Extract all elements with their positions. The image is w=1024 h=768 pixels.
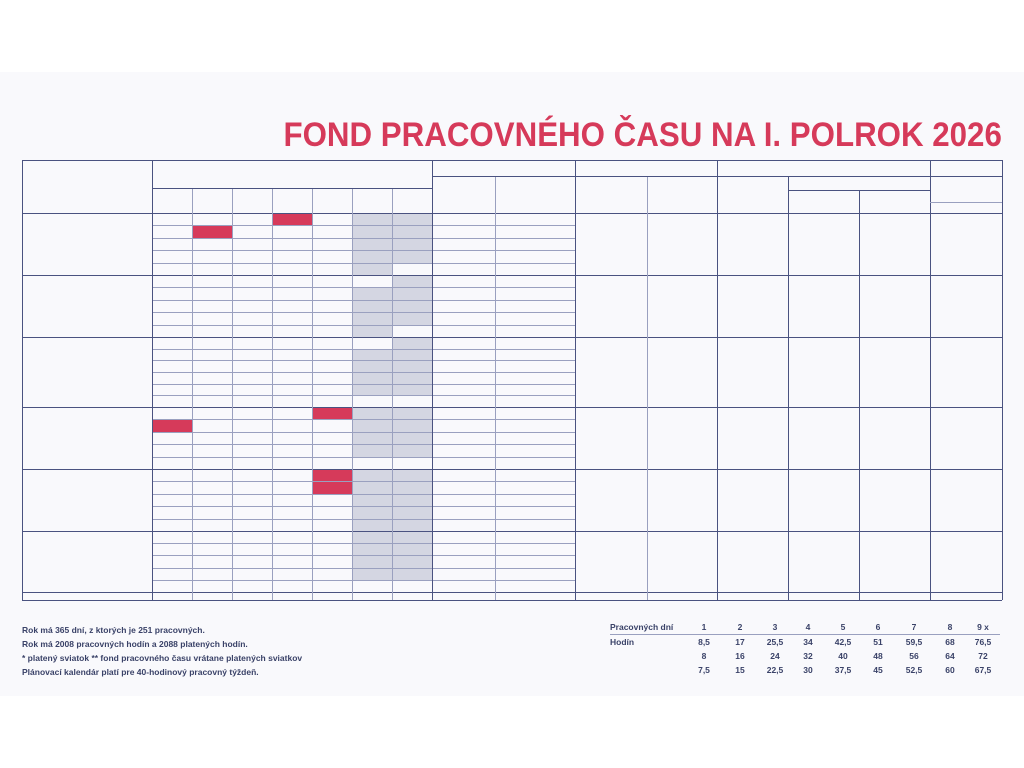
grid-line (152, 349, 575, 350)
hours-value: 40 (838, 651, 848, 661)
grid-line (352, 188, 353, 600)
grid-line (152, 384, 575, 385)
grid-line (22, 469, 1002, 470)
grid-line (788, 176, 789, 600)
holiday-cell (313, 482, 352, 493)
hours-value: 48 (873, 651, 883, 661)
hours-day-count: 8 (947, 622, 953, 632)
weekend-cell (393, 507, 432, 518)
grid-line (152, 444, 575, 445)
grid-line (312, 188, 313, 600)
hours-value: 76,5 (974, 637, 992, 647)
holiday-cell (313, 470, 352, 481)
hours-value: 16 (735, 651, 745, 661)
weekend-cell (353, 350, 392, 361)
hours-table-rule (610, 634, 1000, 635)
hours-value: 51 (873, 637, 883, 647)
weekend-cell (353, 226, 392, 237)
hours-day-count: 7 (911, 622, 917, 632)
grid-line (432, 160, 433, 600)
grid-line (432, 176, 930, 177)
weekend-cell (393, 495, 432, 506)
grid-line (152, 506, 575, 507)
weekend-cell (393, 373, 432, 384)
weekend-cell (393, 226, 432, 237)
hours-value: 32 (803, 651, 813, 661)
weekend-cell (353, 408, 392, 419)
hours-value: 64 (945, 651, 955, 661)
grid-line (152, 457, 575, 458)
grid-line (22, 407, 1002, 408)
weekend-cell (393, 301, 432, 312)
grid-line (152, 568, 575, 569)
grid-line (152, 160, 153, 600)
weekend-cell (353, 239, 392, 250)
hours-value: 8 (701, 651, 707, 661)
hours-day-count: 2 (737, 622, 743, 632)
weekend-cell (353, 470, 392, 481)
grid-line (22, 600, 1002, 601)
grid-line (152, 360, 575, 361)
grid-line (392, 188, 393, 600)
grid-line (152, 555, 575, 556)
hours-value: 72 (978, 651, 988, 661)
hours-value: 37,5 (834, 665, 852, 675)
weekend-cell (393, 520, 432, 531)
hours-value: 56 (909, 651, 919, 661)
holiday-cell (313, 408, 352, 419)
hours-value: 42,5 (834, 637, 852, 647)
weekend-cell (393, 251, 432, 262)
hours-day-count: 9 x (977, 622, 989, 632)
hours-value: 17 (735, 637, 745, 647)
footer-note: Plánovací kalendár platí pre 40-hodinový pracovný týždeň. (22, 667, 259, 677)
grid-line (930, 202, 1002, 203)
weekend-cell (393, 361, 432, 372)
hours-day-count: 6 (875, 622, 881, 632)
weekend-cell (393, 482, 432, 493)
grid-line (232, 188, 233, 600)
grid-line (152, 481, 575, 482)
grid-line (22, 160, 1002, 161)
grid-line (717, 160, 718, 600)
weekend-cell (353, 288, 392, 299)
weekend-cell (353, 544, 392, 555)
weekend-cell (353, 569, 392, 580)
grid-line (152, 238, 575, 239)
grid-line (930, 160, 931, 600)
weekend-cell (353, 420, 392, 431)
weekend-cell (393, 350, 432, 361)
hours-value: 34 (803, 637, 813, 647)
grid-line (930, 176, 1002, 177)
grid-line (152, 519, 575, 520)
grid-line (22, 160, 23, 600)
grid-line (859, 190, 860, 600)
grid-line (152, 580, 575, 581)
grid-line (1002, 160, 1003, 600)
footer-note: Rok má 365 dní, z ktorých je 251 pracovných. (22, 625, 205, 635)
grid-line (152, 543, 575, 544)
grid-line (152, 312, 575, 313)
grid-line (152, 432, 575, 433)
grid-line (152, 372, 575, 373)
hours-value: 7,5 (698, 665, 710, 675)
hours-value: 60 (945, 665, 955, 675)
holiday-cell (273, 214, 312, 225)
weekend-cell (393, 470, 432, 481)
hours-value: 30 (803, 665, 813, 675)
grid-line (272, 188, 273, 600)
weekend-cell (353, 373, 392, 384)
weekend-cell (353, 495, 392, 506)
hours-value: 67,5 (974, 665, 992, 675)
hours-value: 24 (770, 651, 780, 661)
footer-note: Rok má 2008 pracovných hodín a 2088 platených hodín. (22, 639, 248, 649)
grid-line (152, 325, 575, 326)
hours-day-count: 4 (805, 622, 811, 632)
weekend-cell (353, 482, 392, 493)
grid-line (22, 213, 1002, 214)
weekend-cell (353, 445, 392, 456)
weekend-cell (393, 433, 432, 444)
weekend-cell (353, 301, 392, 312)
weekend-cell (393, 420, 432, 431)
weekend-cell (393, 445, 432, 456)
weekend-cell (393, 544, 432, 555)
grid-line (192, 188, 193, 600)
grid-line (152, 395, 575, 396)
weekend-cell (393, 276, 432, 287)
hours-value: 59,5 (905, 637, 923, 647)
weekend-cell (393, 385, 432, 396)
grid-line (22, 275, 1002, 276)
grid-line (575, 160, 576, 600)
weekend-cell (353, 433, 392, 444)
weekend-cell (353, 264, 392, 275)
weekend-cell (353, 326, 392, 337)
weekend-cell (353, 251, 392, 262)
weekend-cell (393, 556, 432, 567)
weekend-cell (393, 313, 432, 324)
weekend-cell (353, 214, 392, 225)
hours-value: 68 (945, 637, 955, 647)
weekend-cell (393, 569, 432, 580)
hours-value: 22,5 (766, 665, 784, 675)
grid-line (647, 176, 648, 600)
hours-value: 52,5 (905, 665, 923, 675)
grid-line (152, 419, 575, 420)
holiday-cell (153, 420, 192, 431)
grid-line (788, 190, 930, 191)
weekend-cell (393, 338, 432, 349)
weekend-cell (353, 313, 392, 324)
weekend-cell (393, 408, 432, 419)
grid-line (152, 300, 575, 301)
grid-line (495, 176, 496, 600)
hours-value: 8,5 (698, 637, 710, 647)
hours-value: 25,5 (766, 637, 784, 647)
grid-line (22, 337, 1002, 338)
weekend-cell (353, 520, 392, 531)
grid-line (152, 287, 575, 288)
weekend-cell (393, 214, 432, 225)
hours-label-hours: Hodín (610, 637, 635, 647)
hours-day-count: 1 (701, 622, 707, 632)
holiday-cell (193, 226, 232, 237)
grid-line (152, 263, 575, 264)
hours-value: 15 (735, 665, 745, 675)
grid-line (152, 188, 432, 189)
weekend-cell (353, 532, 392, 543)
hours-value: 45 (873, 665, 883, 675)
hours-day-count: 3 (772, 622, 778, 632)
weekend-cell (353, 507, 392, 518)
grid-line (152, 225, 575, 226)
weekend-cell (353, 556, 392, 567)
work-time-table (22, 160, 1002, 601)
grid-line (152, 494, 575, 495)
weekend-cell (393, 288, 432, 299)
hours-label-days: Pracovných dní (610, 622, 674, 632)
weekend-cell (353, 361, 392, 372)
weekend-cell (353, 385, 392, 396)
weekend-cell (393, 532, 432, 543)
grid-line (152, 250, 575, 251)
footer-note: * platený sviatok ** fond pracovného času vrátane platených sviatkov (22, 653, 303, 663)
hours-day-count: 5 (840, 622, 846, 632)
grid-line (22, 592, 1002, 593)
weekend-cell (393, 239, 432, 250)
grid-line (22, 531, 1002, 532)
page-title: FOND PRACOVNÉHO ČASU NA I. POLROK 2026 (283, 116, 1002, 154)
